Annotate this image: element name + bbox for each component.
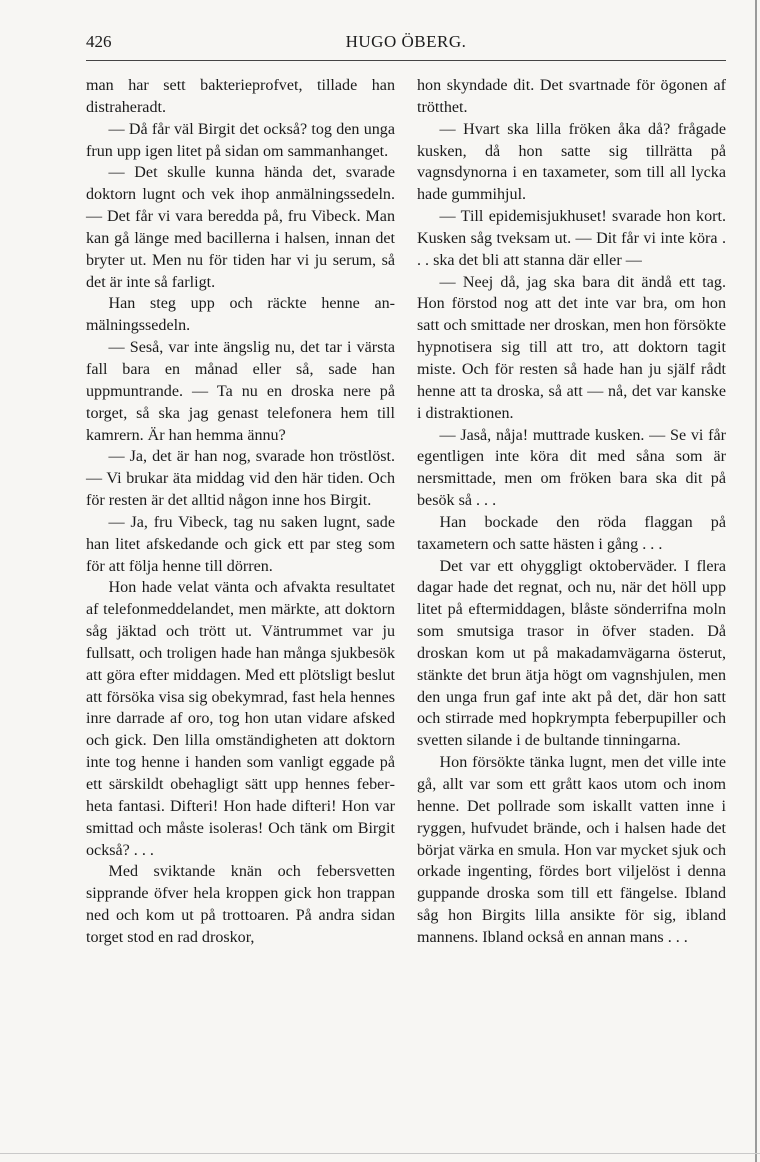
- page-number: 426: [86, 32, 112, 51]
- paragraph: Det var ett ohyggligt oktoberväder. I flera dagar hade det regnat, och nu, när det höll upp litet på eftermiddagen, blåste sönderrifna moln som smutsiga trasor in öfver staden. Då droskan kom ut på makadamvägarna österut, stänkte det brun ätja högt om vagnshjulen, men den unga frun gaf inte akt på det, där hon satt och stirrade med hopkrympta feberpupiller och svetten silande i de bultande tinningarna.: [417, 557, 726, 750]
- right-column: [417, 75, 726, 949]
- left-column: [86, 75, 395, 949]
- paragraph: hon skyndade dit. Det svartnade för ögonen af trötthet.: [417, 77, 726, 116]
- paragraph: — Hvart ska lilla fröken åka då? frågade kusken, då hon satte sig tillrätta på vagnsdynorna i en taxameter, som till all lycka hade gummihjul.: [417, 120, 726, 204]
- footer-rule: [0, 1153, 760, 1154]
- paragraph: — Till epidemisjukhuset! svarade hon kort. Kusken såg tveksam ut. — Dit får vi inte köra . . . ska det bli att stanna där eller —: [417, 208, 726, 269]
- page-edge: [755, 0, 757, 1162]
- paragraph: Han bockade den röda flaggan på taxametern och satte hästen i gång . . .: [417, 513, 726, 553]
- paragraph: — Neej då, jag ska bara dit ändå ett tag. Hon förstod nog att det inte var bra, om hon satt och smittade ner droskan, men hon försökte hypnotisera sig till att tro, att doktorn tagit miste. Och för resten så hade han ju själf rådt henne att ta droska, så att — nå, det var kanske i distraktionen.: [417, 273, 726, 422]
- paragraph: — Seså, var inte ängslig nu, det tar i värsta fall bara en månad eller så, sade han uppmuntrande. — Ta nu en droska nere på torget, så ska jag genast telefonera hem till kamrern. Är han hemma ännu?: [86, 339, 395, 444]
- paragraph: — Då får väl Birgit det också? tog den unga frun upp igen litet på sidan om sammanhanget.: [86, 120, 395, 160]
- paragraph: — Ja, fru Vibeck, tag nu saken lugnt, sade han litet afskedande och gick ett par steg som för att följa henne till dörren.: [86, 513, 395, 575]
- paragraph: Hon försökte tänka lugnt, men det ville inte gå, allt var som ett grått kaos utom och inom henne. Det pollrade som iskallt vatten inne i ryggen, hufvudet brände, och i halsen hade det börjat värka en smula. Hon var mycket sjuk och orkade ingenting, fördes bort viljelöst i denna guppande droska som till ett fängelse. Ibland såg hon Birgits lilla ansikte för sig, ibland mannens. Ibland också en annan mans . . .: [417, 754, 726, 946]
- paragraph: Han steg upp och räckte henne anmälningssedeln.: [86, 295, 395, 335]
- paragraph: Med sviktande knän och febersvetten sipprande öfver hela kroppen gick hon trappan ned och kom ut på trottoaren. På andra sidan torget stod en rad droskor,: [86, 863, 395, 946]
- running-head: HUGO ÖBERG.: [345, 32, 467, 51]
- paragraph: — Det skulle kunna hända det, svarade doktorn lugnt och vek ihop anmälningssedeln. — Det får vi vara beredda på, fru Vibeck. Man kan gå länge med bacillerna i halsen, innan det bryter ut. Men nu för tiden har vi ju serum, så det är inte så farligt.: [86, 164, 395, 291]
- page-header: [86, 32, 726, 56]
- paragraph: man har sett bakterieprofvet, tillade han distraheradt.: [86, 77, 395, 116]
- paragraph: — Jaså, nåja! muttrade kusken. — Se vi får egentligen inte köra dit med såna som är nersmittade, men om fröken bara ska dit på besök så . . .: [417, 426, 726, 510]
- paragraph: Hon hade velat vänta och afvakta resultatet af telefonmeddelandet, men märkte, att doktorn såg jäktad och trött ut. Väntrummet var ju fullsatt, och troligen hade han många sjukbesök att göra efter middagen. Med ett plötsligt beslut att försöka visa sig obekymrad, fast hela hennes inre darrade af oro, tog hon utan vidare afsked och gick. Den lilla omständigheten att doktorn inte tog henne i handen som vanligt eggade på ett särskildt obehagligt sätt upp hennes feberheta fantasi. Difteri! Hon hade difteri! Hon var smittad och måste isoleras! Och tänk om Birgit också? . . .: [86, 579, 395, 859]
- header-rule: [86, 60, 726, 61]
- paragraph: — Ja, det är han nog, svarade hon tröstlöst. — Vi brukar äta middag vid den här tiden. Och för resten är det alltid någon inne hos Birgit.: [86, 448, 395, 510]
